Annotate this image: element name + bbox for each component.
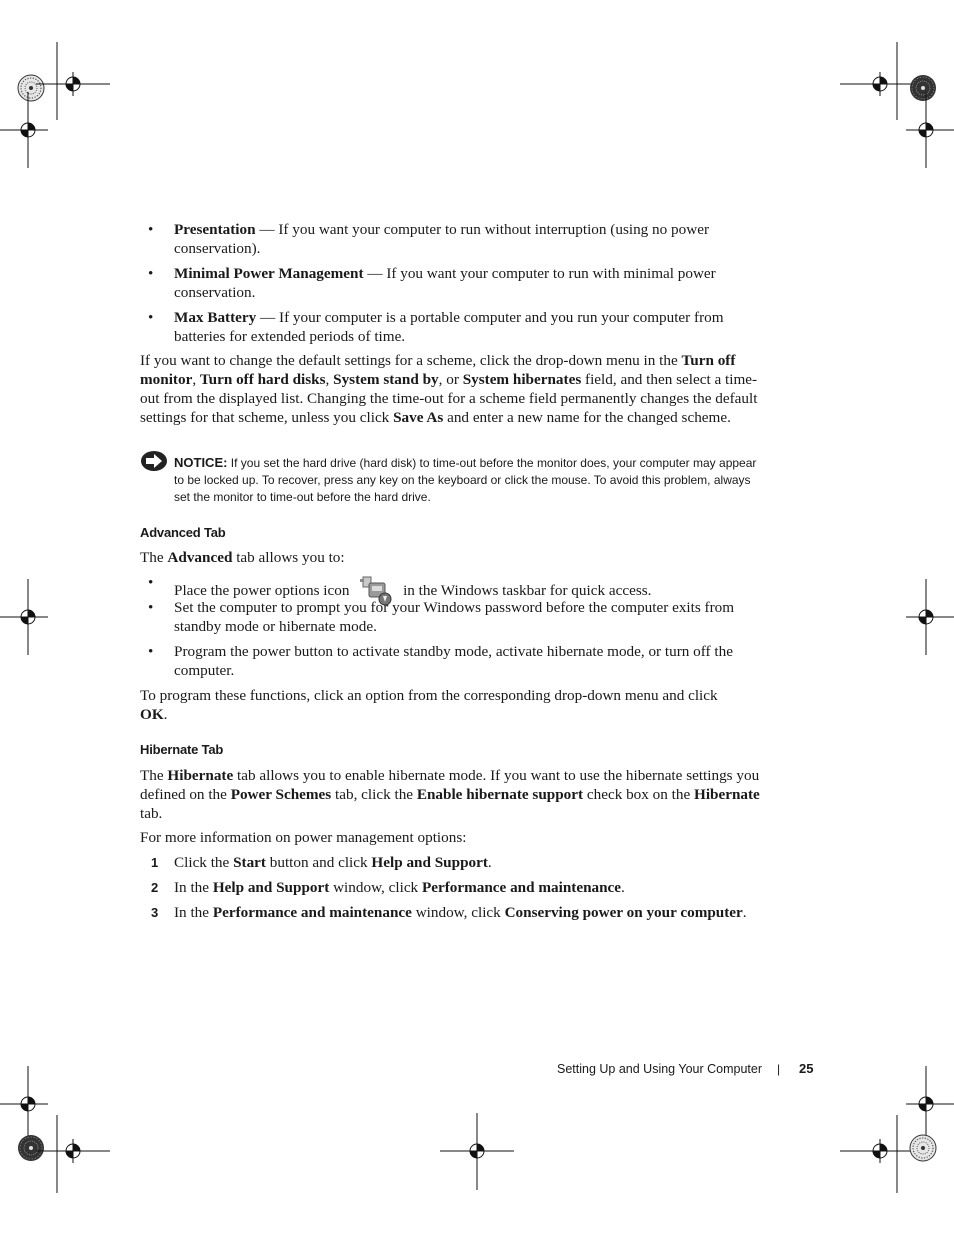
text: button and click <box>265 854 372 871</box>
registration-mark-icon <box>840 72 916 96</box>
bullet-marker: • <box>148 309 154 326</box>
list-item-password-prompt: Set the computer to prompt you for your Windows password before the computer exits from standby mode or hibernate mode. <box>174 599 735 635</box>
term: Enable hibernate support <box>416 786 584 803</box>
text: Click the <box>174 854 234 871</box>
term: Turn off monitor <box>140 352 736 388</box>
term: System hibernates <box>462 371 582 388</box>
text: , <box>325 371 334 388</box>
registration-mark-icon <box>36 72 110 96</box>
step-number: 2 <box>151 880 159 895</box>
hibernate-paragraph <box>140 766 764 823</box>
bullet-marker: • <box>148 221 154 238</box>
term: Max Battery <box>174 309 257 326</box>
text: window, click <box>411 904 505 921</box>
bullet-marker: • <box>148 265 154 282</box>
term: Save As <box>393 409 444 426</box>
term: Advanced <box>167 549 233 566</box>
text: tab. <box>140 805 163 822</box>
registration-mark-icon <box>36 1139 110 1163</box>
text: in the Windows taskbar for quick access. <box>403 582 652 599</box>
registration-mark-icon <box>906 1066 954 1142</box>
term: Help and Support <box>212 879 330 896</box>
text: The <box>140 549 168 566</box>
list-item-power-button: Program the power button to activate standby mode, activate hibernate mode, or turn off the computer. <box>174 643 733 679</box>
text: The <box>140 767 168 784</box>
text: If you want to change the default settings for a scheme, click the drop-down menu in the <box>140 352 682 369</box>
list-item-minimal-power <box>174 264 764 302</box>
term: Performance and maintenance <box>421 879 622 896</box>
step-1 <box>174 853 764 872</box>
text: In the <box>174 904 213 921</box>
step-number: 3 <box>151 905 159 920</box>
defaults-paragraph <box>140 351 764 427</box>
footer-separator: | <box>777 1062 781 1076</box>
text: and enter a new name for the changed scheme. <box>443 409 731 426</box>
text: window, click <box>329 879 422 896</box>
text: field, and then select a time-out from the displayed list. Changing the time-out for a scheme field permanently changes the default settings for that scheme, unless you click <box>140 371 758 426</box>
text: tab, click the <box>331 786 417 803</box>
term: System stand by <box>333 371 439 388</box>
text: . <box>163 706 168 723</box>
bullet-marker: • <box>148 574 154 591</box>
bullet-marker: • <box>148 599 154 616</box>
step-3 <box>174 903 774 922</box>
term: Performance and maintenance <box>212 904 412 921</box>
starburst-target-icon <box>910 1135 936 1161</box>
text: To program these functions, click an option from the corresponding drop-down menu and click <box>140 687 718 704</box>
list-item-presentation <box>174 220 764 258</box>
text: check box on the <box>583 786 694 803</box>
notice-block <box>174 454 764 506</box>
term: OK <box>140 706 164 723</box>
notice-label: NOTICE: <box>174 455 228 470</box>
term: Minimal Power Management <box>174 265 364 282</box>
starburst-target-icon <box>18 1135 44 1161</box>
text: tab allows you to: <box>232 549 345 566</box>
registration-mark-icon <box>0 579 48 655</box>
footer-section-title: Setting Up and Using Your Computer <box>557 1062 762 1076</box>
term: Conserving power on your computer <box>504 904 743 921</box>
registration-mark-icon <box>440 1113 514 1190</box>
term: Turn off hard disks <box>199 371 326 388</box>
registration-mark-icon <box>906 579 954 655</box>
bullet-marker: • <box>148 643 154 660</box>
text: In the <box>174 879 213 896</box>
program-paragraph <box>140 686 720 724</box>
text: , or <box>438 371 463 388</box>
term: Presentation <box>174 221 256 238</box>
more-info-paragraph: For more information on power management options: <box>140 829 467 846</box>
advanced-intro <box>140 548 764 567</box>
term: Hibernate <box>694 786 760 803</box>
term: Power Schemes <box>230 786 332 803</box>
starburst-target-icon <box>910 75 936 101</box>
page-number: 25 <box>799 1061 814 1076</box>
term: Help and Support <box>371 854 488 871</box>
description: — If you want your computer to run without interruption (using no power conservation). <box>174 221 709 257</box>
text: tab allows you to enable hibernate mode. If you want to use the hibernate settings you defined on the <box>140 767 760 803</box>
description: — If you want your computer to run with minimal power conservation. <box>174 265 716 301</box>
text: Place the power options icon <box>174 582 350 599</box>
section-heading-advanced: Advanced Tab <box>140 525 226 540</box>
step-2 <box>174 878 764 897</box>
term: Start <box>233 854 266 871</box>
registration-mark-icon <box>906 92 954 168</box>
term: Hibernate <box>167 767 234 784</box>
step-number: 1 <box>151 855 159 870</box>
registration-mark-icon <box>840 1139 916 1163</box>
notice-text: If you set the hard drive (hard disk) to time-out before the monitor does, your computer may appear to be locked up. To recover, press any key on the keyboard or click the mouse. To avoid this problem, always set the monitor to time-out before the hard drive. <box>174 456 757 504</box>
list-item-max-battery <box>174 308 764 346</box>
text: , <box>192 371 200 388</box>
description: — If your computer is a portable computer and you run your computer from batteries for extended periods of time. <box>174 309 724 345</box>
starburst-target-icon <box>18 75 44 101</box>
text: . <box>742 904 747 921</box>
notice-arrow-icon <box>140 450 168 472</box>
registration-mark-icon <box>0 1066 48 1142</box>
text: . <box>487 854 492 871</box>
section-heading-hibernate: Hibernate Tab <box>140 742 224 757</box>
registration-mark-icon <box>0 92 48 168</box>
text: . <box>621 879 625 896</box>
